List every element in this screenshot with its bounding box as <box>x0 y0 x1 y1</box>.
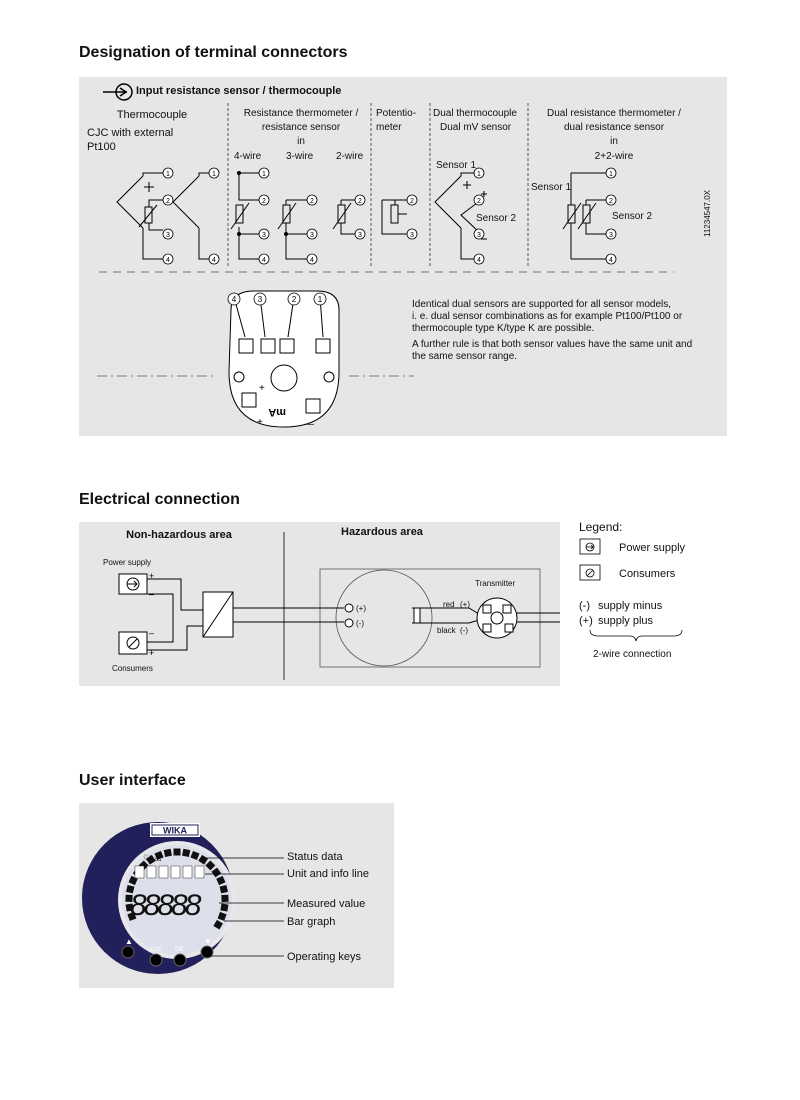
svg-text:2: 2 <box>291 295 297 304</box>
svg-text:1: 1 <box>212 171 216 178</box>
svg-text:♡ ⚠: ♡ ⚠ <box>143 853 162 863</box>
col-dual-rt-line1: Dual resistance thermometer / <box>547 108 681 119</box>
hazardous-label: Hazardous area <box>341 526 423 538</box>
section-title-electrical: Electrical connection <box>79 491 240 508</box>
terminal-circle <box>474 229 484 239</box>
legend-plus-symbol: (+) <box>579 615 593 627</box>
svg-text:–: – <box>149 628 155 638</box>
svg-text:2: 2 <box>262 198 266 205</box>
note-p1-l1: Identical dual sensors are supported for all sensor models, <box>412 299 672 310</box>
module-terminal-number <box>288 293 300 305</box>
terminal-circle <box>606 195 616 205</box>
consumers-label: Consumers <box>112 664 153 673</box>
svg-text:4: 4 <box>212 257 216 264</box>
note-paragraph-2 <box>412 339 692 363</box>
svg-text:2: 2 <box>166 198 170 205</box>
wika-logo: WIKA <box>163 825 187 836</box>
svg-text:1: 1 <box>609 171 613 178</box>
legend-minus-symbol: (-) <box>579 600 590 612</box>
terminal-circle <box>355 195 365 205</box>
svg-text:3: 3 <box>410 232 414 239</box>
terminal-circle <box>407 195 417 205</box>
svg-text:3: 3 <box>477 232 481 239</box>
module-terminal-number <box>228 293 240 305</box>
wire4-label: 4-wire <box>234 151 262 162</box>
col-pot-line1: Potentio- <box>376 108 417 119</box>
col-thermocouple: Thermocouple <box>116 109 188 121</box>
legend-plus: supply plus <box>598 615 654 627</box>
plus-terminal-label: (+) <box>356 604 366 613</box>
svg-text:–: – <box>149 589 155 599</box>
bar-segment <box>182 849 190 857</box>
note-p2-l1: A further rule is that both sensor values have the same unit and <box>412 339 693 350</box>
wire2-label: 2-wire <box>336 151 364 162</box>
svg-text:—: — <box>304 419 314 430</box>
legend-power-supply: Power supply <box>619 542 686 554</box>
label-unit-info: Unit and info line <box>287 868 369 880</box>
label-measured-value: Measured value <box>287 898 366 910</box>
minus-terminal-label: (-) <box>356 619 364 628</box>
terminal-circle <box>163 195 173 205</box>
terminal-circle <box>474 254 484 264</box>
col-dual-rt-line3: in <box>610 136 618 147</box>
svg-text:1: 1 <box>317 295 323 304</box>
ok-key-label: OK <box>175 947 184 953</box>
terminal-circle <box>259 229 269 239</box>
terminal-circle <box>355 229 365 239</box>
svg-text:4: 4 <box>166 257 170 264</box>
legend-minus: supply minus <box>598 600 663 612</box>
esc-key-label: ESC <box>150 947 163 953</box>
svg-text:▲: ▲ <box>125 937 133 946</box>
col-dual-tc-line2: Dual mV sensor <box>440 122 512 133</box>
svg-text:2: 2 <box>410 198 414 205</box>
note-p2-l2: the same sensor range. <box>412 351 518 362</box>
svg-text:1: 1 <box>166 171 170 178</box>
electrical-diagram <box>79 522 560 686</box>
col-dual-rt-line2: dual resistance sensor <box>563 122 665 133</box>
note-paragraph-1 <box>412 299 682 335</box>
svg-text:4: 4 <box>231 295 237 304</box>
svg-text:4: 4 <box>262 257 266 264</box>
dual-rt-sensor2: Sensor 2 <box>612 211 653 222</box>
terminal-circle <box>259 254 269 264</box>
two-wire-label: 2-wire connection <box>593 649 672 660</box>
svg-text:1: 1 <box>262 171 266 178</box>
terminal-circle <box>606 254 616 264</box>
col-rt-line2: resistance sensor <box>261 122 341 133</box>
terminal-circle <box>307 195 317 205</box>
transmitter-label: Transmitter <box>475 579 516 588</box>
cjc-line2: Pt100 <box>87 141 116 153</box>
legend-consumers-icon <box>580 565 600 580</box>
terminal-circle <box>606 229 616 239</box>
svg-text:+: + <box>259 383 265 394</box>
terminal-circle <box>259 195 269 205</box>
non-hazardous-label: Non-hazardous area <box>126 529 232 541</box>
dual-tc-sensor1: Sensor 1 <box>436 160 477 171</box>
label-status-data: Status data <box>287 851 343 863</box>
doc-number: 11234547.0X <box>703 189 712 237</box>
terminal-circle <box>606 168 616 178</box>
svg-text:▼: ▼ <box>204 937 212 946</box>
terminal-circle <box>163 229 173 239</box>
bar-segment <box>164 849 172 857</box>
section-title-ui: User interface <box>79 772 186 789</box>
svg-text:3: 3 <box>257 295 263 304</box>
measured-value-digits: 88888 <box>130 889 199 922</box>
terminal-circle <box>259 168 269 178</box>
note-p1-l2: i. e. dual sensor combinations as for example Pt100/Pt100 or <box>412 311 683 322</box>
svg-text:2: 2 <box>310 198 314 205</box>
svg-text:4: 4 <box>310 257 314 264</box>
section-title-terminal: Designation of terminal connectors <box>79 44 348 61</box>
svg-text:2: 2 <box>477 198 481 205</box>
terminal-circle <box>163 168 173 178</box>
label-bar-graph: Bar graph <box>287 916 336 928</box>
terminal-circle <box>209 168 219 178</box>
module-terminal-number <box>254 293 266 305</box>
legend-consumers: Consumers <box>619 568 676 580</box>
label-operating-keys: Operating keys <box>287 951 361 963</box>
svg-text:3: 3 <box>310 232 314 239</box>
wire3-label: 3-wire <box>286 151 314 162</box>
svg-text:+: + <box>149 571 155 581</box>
ui-panel <box>79 803 394 988</box>
power-supply-icon <box>119 574 147 594</box>
legend-icons <box>578 537 608 587</box>
terminal-circle <box>474 195 484 205</box>
input-title: Input resistance sensor / thermocouple <box>136 85 342 97</box>
dual-tc-sensor2: Sensor 2 <box>476 213 517 224</box>
terminal-circle <box>407 229 417 239</box>
svg-text:1: 1 <box>477 171 481 178</box>
svg-text:4: 4 <box>609 257 613 264</box>
col-rt-line3: in <box>297 136 305 147</box>
terminal-circle <box>209 254 219 264</box>
electrical-panel <box>79 522 560 686</box>
svg-text:mA: mA <box>268 406 286 418</box>
col-rt-line1: Resistance thermometer / <box>243 108 359 119</box>
dual-rt-sensor1: Sensor 1 <box>531 182 572 193</box>
svg-text:3: 3 <box>166 232 170 239</box>
col-dual-rt-line4: 2+2-wire <box>594 151 634 162</box>
legend-brace <box>588 628 684 644</box>
consumers-icon <box>119 632 147 654</box>
terminal-circle <box>163 254 173 264</box>
legend-title: Legend: <box>579 520 623 534</box>
col-dual-tc-line1: Dual thermocouple <box>433 108 517 119</box>
svg-text:4: 4 <box>477 257 481 264</box>
terminal-circle <box>307 229 317 239</box>
bar-segment <box>174 849 181 856</box>
svg-text:2: 2 <box>609 198 613 205</box>
svg-text:+: + <box>257 417 263 428</box>
red-plus-label: (+) <box>460 600 470 609</box>
svg-text:3: 3 <box>358 232 362 239</box>
svg-text:3: 3 <box>609 232 613 239</box>
module-terminal-number <box>314 293 326 305</box>
terminal-circle <box>307 254 317 264</box>
svg-text:2: 2 <box>358 198 362 205</box>
black-minus-label: (-) <box>460 626 468 635</box>
bar-segment <box>221 895 228 902</box>
red-wire-label: red <box>443 600 455 609</box>
bar-segment <box>220 904 228 912</box>
terminal-panel <box>79 77 727 436</box>
cjc-line1: CJC with external <box>87 127 174 139</box>
input-arrow-icon <box>103 84 132 100</box>
legend-power-supply-icon <box>580 539 600 554</box>
note-p1-l3: thermocouple type K/type K are possible. <box>412 323 595 334</box>
svg-text:+: + <box>149 648 155 658</box>
power-supply-label: Power supply <box>103 558 152 567</box>
black-wire-label: black <box>437 626 456 635</box>
col-pot-line2: meter <box>376 122 402 133</box>
svg-text:3: 3 <box>262 232 266 239</box>
